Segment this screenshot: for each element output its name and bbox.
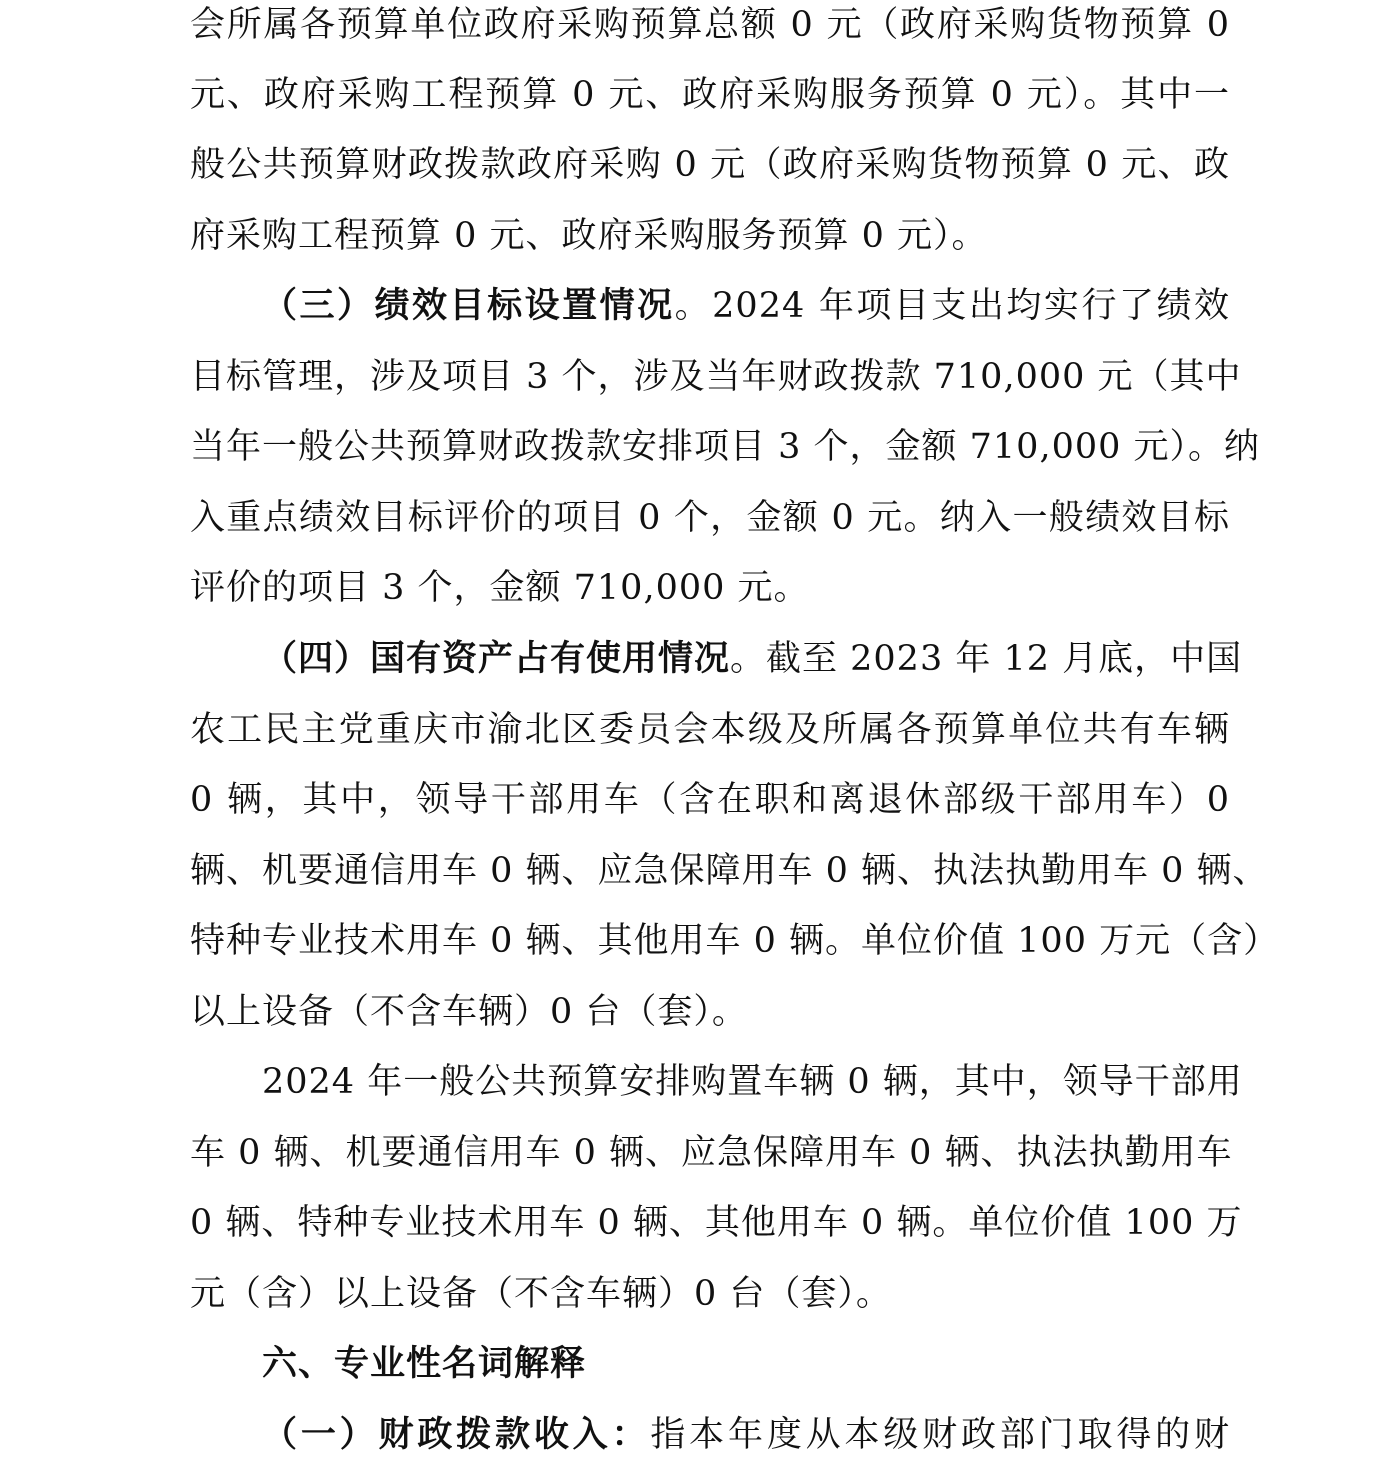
performance-line-4: 入重点绩效目标评价的项目 0 个，金额 0 元。纳入一般绩效目标 <box>190 498 1230 538</box>
procurement-line-2: 元、政府采购工程预算 0 元、政府采购服务预算 0 元）。其中一 <box>190 75 1230 115</box>
performance-line-2: 目标管理，涉及项目 3 个，涉及当年财政拨款 710,000 元（其中 <box>190 357 1242 397</box>
performance-line-3: 当年一般公共预算财政拨款安排项目 3 个，金额 710,000 元）。纳 <box>190 427 1261 467</box>
assets-line-3: 0 辆，其中，领导干部用车（含在职和离退休部级干部用车）0 <box>190 780 1230 820</box>
fiscal-income-line-1 <box>262 1410 1230 1460</box>
assets-line-1-text: 。截至 2023 年 12 月底，中国 <box>730 639 1243 679</box>
vehicles-line-3: 0 辆、特种专业技术用车 0 辆、其他用车 0 辆。单位价值 100 万 <box>190 1203 1243 1243</box>
vehicles-line-4: 元（含）以上设备（不含车辆）0 台（套）。 <box>190 1274 892 1314</box>
assets-line-1 <box>262 634 1243 684</box>
section-six-heading: 六、专业性名词解释 <box>262 1344 587 1384</box>
fiscal-income-label: （一）财政拨款收入： <box>262 1415 651 1455</box>
assets-line-5: 特种专业技术用车 0 辆、其他用车 0 辆。单位价值 100 万元（含） <box>190 921 1280 961</box>
performance-line-1 <box>262 281 1230 331</box>
procurement-line-4: 府采购工程预算 0 元、政府采购服务预算 0 元）。 <box>190 216 988 256</box>
assets-line-6: 以上设备（不含车辆）0 台（套）。 <box>190 992 748 1032</box>
vehicles-line-2: 车 0 辆、机要通信用车 0 辆、应急保障用车 0 辆、执法执勤用车 <box>190 1133 1233 1173</box>
procurement-line-1: 会所属各预算单位政府采购预算总额 0 元（政府采购货物预算 0 <box>190 5 1230 45</box>
performance-line-5: 评价的项目 3 个，金额 710,000 元。 <box>190 568 810 608</box>
assets-line-4: 辆、机要通信用车 0 辆、应急保障用车 0 辆、执法执勤用车 0 辆、 <box>190 851 1269 891</box>
performance-line-1-text: 。2024 年项目支出均实行了绩效 <box>674 286 1230 326</box>
procurement-line-3: 般公共预算财政拨款政府采购 0 元（政府采购货物预算 0 元、政 <box>190 145 1230 185</box>
performance-label: （三）绩效目标设置情况 <box>262 286 675 326</box>
fiscal-income-line-1-text: 指本年度从本级财政部门取得的财 <box>650 1415 1230 1455</box>
assets-line-2: 农工民主党重庆市渝北区委员会本级及所属各预算单位共有车辆 <box>190 710 1230 750</box>
assets-label: （四）国有资产占有使用情况 <box>262 639 731 679</box>
vehicles-line-1: 2024 年一般公共预算安排购置车辆 0 辆，其中，领导干部用 <box>262 1062 1243 1102</box>
